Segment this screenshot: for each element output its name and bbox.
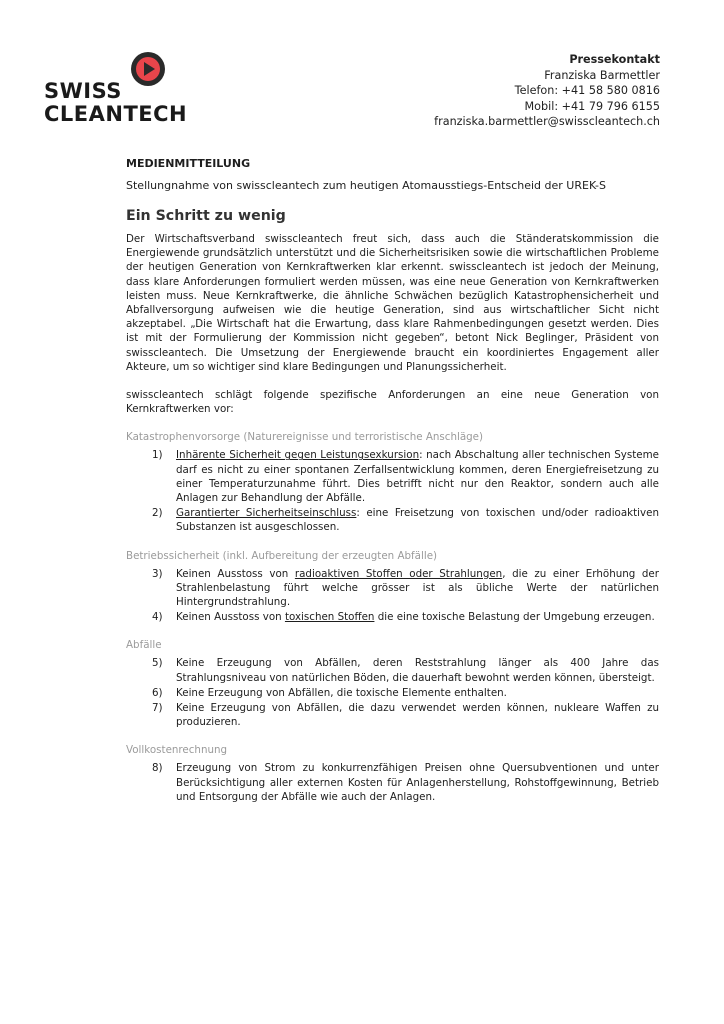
- item-text-part: : nach Abschaltung aller technischen Systeme darf es nicht zu einer spontanen Zerfallsentwicklung kommen, deren Energiefreisetzung zu einer Temperaturzunahme führt. Dies betrifft nicht nur den Reaktor, sondern auch alle Anlagen zur Behandlung der Abfälle.: [176, 449, 659, 505]
- item-text-part: , die zu einer Erhöhung der Strahlenbelastung führt welche grösser ist als übliche Werte der natürlichen Hintergrundstrahlung.: [176, 567, 659, 609]
- requirement-item: [126, 610, 659, 624]
- item-text-part: Keine Erzeugung von Abfällen, die dazu verwendet werden können, nukleare Waffen zu produzieren.: [176, 702, 659, 729]
- logo-line-2: CLEANTECH: [44, 102, 188, 126]
- item-text: [176, 448, 659, 505]
- item-number: 7): [152, 702, 163, 715]
- press-release-body: [126, 157, 659, 805]
- section-heading: Vollkostenrechnung: [126, 744, 228, 757]
- item-number: 5): [152, 657, 163, 670]
- headline: Ein Schritt zu wenig: [126, 208, 286, 224]
- section-heading: Katastrophenvorsorge (Naturereignisse und terroristische Anschläge): [126, 431, 484, 444]
- item-text: [176, 686, 659, 700]
- requirement-item: [126, 448, 659, 505]
- item-text-part: Keine Erzeugung von Abfällen, deren Reststrahlung länger als 400 Jahre das Strahlungsniveau von natürlichen Böden, die dauerhaft bewohnt werden können, übersteigt.: [176, 657, 659, 684]
- contact-mobile: Mobil: +41 79 796 6155: [524, 99, 660, 113]
- item-key-term: toxischen Stoffen: [284, 611, 375, 624]
- requirement-item: [126, 567, 659, 610]
- requirements-list: [126, 656, 659, 729]
- contact-name: Franziska Barmettler: [544, 68, 660, 82]
- item-key-term: Inhärente Sicherheit gegen Leistungsexkursion: [176, 449, 420, 462]
- requirement-item: [126, 761, 659, 804]
- play-circle-icon: [131, 52, 165, 86]
- item-number: 4): [152, 611, 163, 624]
- item-key-term: Garantierter Sicherheitseinschluss: [176, 507, 357, 520]
- item-text-part: Keine Erzeugung von Abfällen, die toxische Elemente enthalten.: [176, 686, 507, 699]
- requirement-item: [126, 686, 659, 700]
- item-text-part: die eine toxische Belastung der Umgebung erzeugen.: [374, 611, 655, 624]
- requirements-sections: [126, 430, 659, 804]
- item-text-part: Keinen Ausstoss von: [176, 611, 285, 624]
- item-number: 8): [152, 762, 163, 775]
- requirements-intro: swisscleantech schlägt folgende spezifische Anforderungen an eine neue Generation von Kernkraftwerken vor:: [126, 389, 659, 416]
- contact-phone: Telefon: +41 58 580 0816: [514, 84, 660, 98]
- requirement-item: [126, 701, 659, 729]
- item-key-term: radioaktiven Stoffen oder Strahlungen: [294, 567, 503, 580]
- item-text-part: Erzeugung von Strom zu konkurrenzfähigen Preisen ohne Quersubventionen und unter Berücksichtigung aller externen Kosten für Anlagenherstellung, Rohstoffgewinnung, Betrieb und Entsorgung der Abfälle wie auch der Anlagen.: [176, 762, 659, 803]
- item-number: 1): [152, 449, 163, 462]
- item-text: [176, 701, 659, 729]
- requirements-list: [126, 761, 659, 804]
- requirement-item: [126, 506, 659, 534]
- contact-email[interactable]: franziska.barmettler@swisscleantech.ch: [434, 115, 660, 129]
- contact-title: Pressekontakt: [569, 53, 660, 66]
- item-number: 6): [152, 686, 163, 699]
- requirement-item: [126, 656, 659, 684]
- item-text: [176, 656, 659, 684]
- item-text: [176, 506, 659, 534]
- document-subtitle: Stellungnahme von swisscleantech zum heutigen Atomausstiegs-Entscheid der UREK-S: [126, 179, 606, 192]
- document-type: MEDIENMITTEILUNG: [126, 157, 251, 170]
- item-number: 3): [152, 567, 163, 580]
- requirements-list: [126, 567, 659, 625]
- section-heading: Betriebssicherheit (inkl. Aufbereitung der erzeugten Abfälle): [126, 549, 438, 562]
- item-text: [176, 610, 659, 624]
- intro-paragraph: Der Wirtschaftsverband swisscleantech freut sich, dass auch die Ständeratskommission die Energiewende grundsätzlich unterstützt und die Sicherheitsrisiken sowie die wirtschaftlichen Probleme der heutigen Generation von Kernkraftwerken klar erkennt. swisscleantech ist jedoch der Meinung, dass klare Anforderungen formuliert werden müssen, was eine neue Generation von Kernkraftwerken leisten muss. Neue Kernkraftwerke, die ähnliche Schwächen bezüglich Katastrophensicherheit und Abfallversorgung aufweisen wie die heutige Generation, sind aus wirtschaftlicher Sicht nicht akzeptabel. „Die Wirtschaft hat die Erwartung, dass klare Rahmenbedingungen gesetzt werden. Dies ist mit der Formulierung der Kommission nicht gegeben“, betont Nick Beglinger, Präsident von swisscleantech. Die Umsetzung der Energiewende braucht ein koordiniertes Engagement aller Akteure, um so wichtiger sind klare Bedingungen und Planungssicherheit.: [126, 233, 659, 373]
- item-text: [176, 567, 659, 610]
- press-contact: [434, 52, 660, 130]
- item-number: 2): [152, 507, 163, 520]
- item-text: [176, 761, 659, 804]
- item-text-part: : eine Freisetzung von toxischen und/oder radioaktiven Substanzen ist ausgeschlossen.: [176, 507, 659, 534]
- logo-line-1: SWISS: [44, 79, 122, 103]
- requirements-list: [126, 448, 659, 534]
- swisscleantech-logo: [44, 50, 194, 128]
- section-heading: Abfälle: [126, 639, 162, 652]
- item-text-part: Keinen Ausstoss von: [176, 567, 295, 580]
